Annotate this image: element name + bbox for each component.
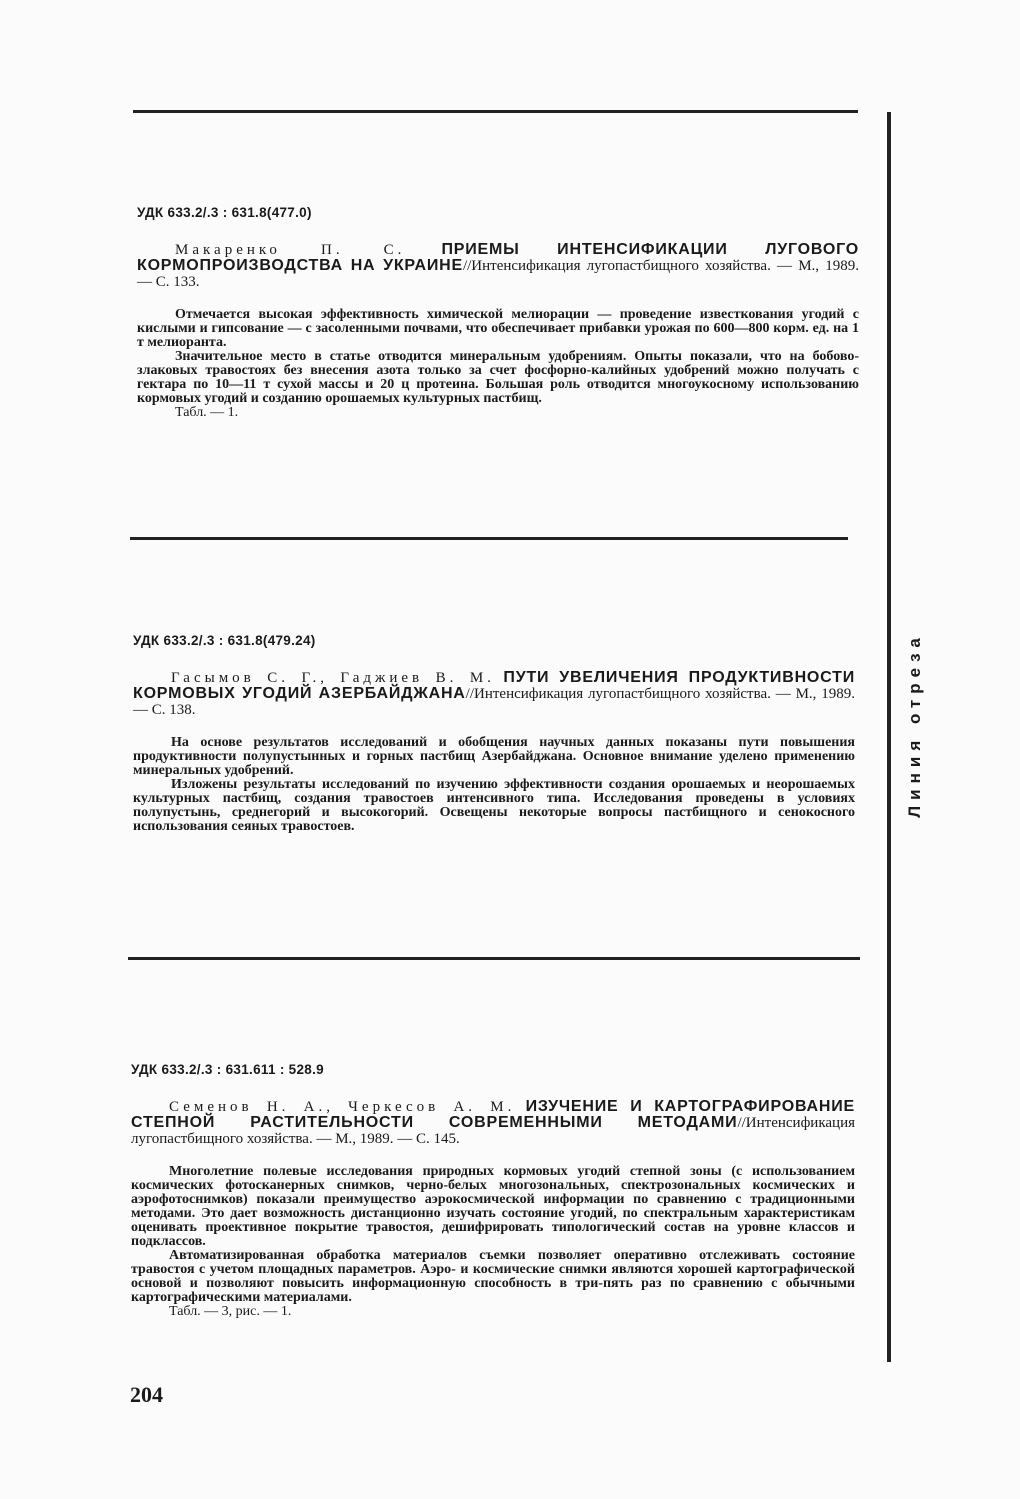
separator-rule-middle — [130, 537, 848, 540]
separator-rule-top — [133, 110, 858, 113]
authors: Семенов Н. А., Черкесов А. М. — [169, 1099, 516, 1115]
authors: Макаренко П. С. — [175, 242, 406, 258]
tables-count: Табл. — 1. — [175, 405, 239, 420]
udk-code: УДК 633.2/.3 : 631.8(477.0) — [137, 205, 312, 220]
udk-code: УДК 633.2/.3 : 631.611 : 528.9 — [131, 1062, 324, 1077]
page-number: 204 — [130, 1382, 163, 1407]
tables-figures-count: Табл. — 3, рис. — 1. — [169, 1304, 292, 1319]
bibliographic-reference — [131, 1099, 855, 1147]
bibliographic-reference — [133, 670, 855, 718]
abstract-entry-3 — [131, 1062, 855, 1319]
article-title: ПРИЕМЫ ИНТЕНСИФИКАЦИИ ЛУГОВОГО КОРМОПРОИЗВОДСТВА НА УКРАИНЕ — [137, 241, 860, 274]
cut-line-label-text: Линия отреза — [905, 632, 924, 818]
cut-line — [887, 112, 891, 1362]
source: //Интенсификация лугопастбищного хозяйства. — М., 1989. — С. 138. — [133, 686, 856, 718]
abstract-paragraph: Автоматизированная обработка материалов съемки позволяет оперативно отслеживать состояние травостоя с учетом площадных параметров. Аэро- и космические снимки являются хорошей картографической основой и позволяют повысить информационную способность в три-пять раз по сравнению с обычными картографическими материалами. — [131, 1248, 855, 1305]
abstract-paragraph: На основе результатов исследований и обобщения научных данных показаны пути повышения продуктивности полупустынных и горных пастбищ Азербайджана. Основное внимание уделено применению минеральных удобрений. — [133, 735, 855, 778]
source: //Интенсификация лугопастбищного хозяйства. — М., 1989. — С. 133. — [137, 258, 859, 290]
udk-code: УДК 633.2/.3 : 631.8(479.24) — [133, 633, 316, 648]
article-title: ИЗУЧЕНИЕ И КАРТОГРАФИРОВАНИЕ СТЕПНОЙ РАСТИТЕЛЬНОСТИ СОВРЕМЕННЫМИ МЕТОДАМИ — [131, 1098, 855, 1131]
abstract-paragraph: Многолетние полевые исследования природных кормовых угодий степной зоны (с использованием космических фотосканерных снимков, черно-белых многозональных, спектрозональных космических и аэрофотоснимков) показали преимущество аэрокосмической информации по сравнению с традиционными методами. Это дает возможность дистанционно изучать состояние угодий, по спектральным характеристикам оценивать проективное покрытие травостоя, дешифрировать типологический состав на уровне классов и подклассов. — [131, 1164, 855, 1249]
source: //Интенсификация лугопастбищного хозяйства. — М., 1989. — С. 145. — [131, 1115, 855, 1147]
separator-rule-lower — [128, 957, 860, 960]
bibliographic-reference — [137, 242, 859, 290]
abstract-paragraph: Отмечается высокая эффективность химической мелиорации — проведение известкования угодий с кислыми и гипсование — с засоленными почвами, что обеспечивает прибавки урожая по 600—800 корм. ед. на 1 т мелиоранта. — [137, 307, 859, 350]
abstract-text — [137, 308, 859, 406]
abstract-entry-1 — [137, 205, 859, 420]
abstract-paragraph: Изложены результаты исследований по изучению эффективности создания орошаемых и неорошаемых культурных пастбищ, создания травостоев интенсивного типа. Исследования проведены в условиях полупустынь, среднегорий и высокогорий. Освещены некоторые вопросы пастбищного и сенокосного использования сеяных травостоев. — [133, 777, 855, 834]
abstract-text — [133, 736, 855, 834]
abstract-entry-2 — [133, 633, 855, 834]
authors: Гасымов С. Г., Гаджиев В. М. — [171, 670, 495, 686]
abstract-text — [131, 1165, 855, 1305]
article-title: ПУТИ УВЕЛИЧЕНИЯ ПРОДУКТИВНОСТИ КОРМОВЫХ УГОДИЙ АЗЕРБАЙДЖАНА — [133, 669, 856, 702]
abstract-paragraph: Значительное место в статье отводится минеральным удобрениям. Опыты показали, что на бобово-злаковых травостоях без внесения азота только за счет фосфорно-калийных удобрений можно получать с гектара по 10—11 т сухой массы и 20 ц протеина. Большая роль отводится многоукосному использованию кормовых угодий и созданию орошаемых культурных пастбищ. — [137, 349, 859, 406]
